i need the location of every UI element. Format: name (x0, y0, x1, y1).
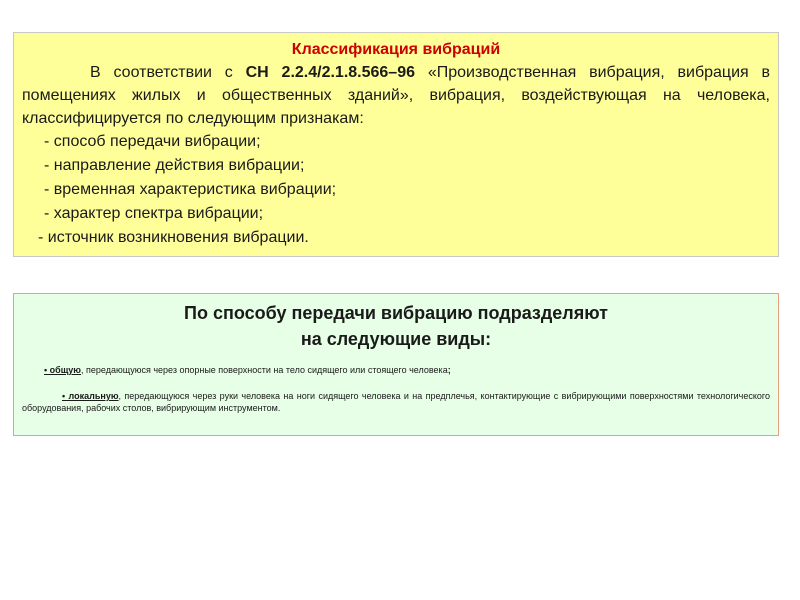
classification-intro (22, 61, 770, 130)
intro-before: В соответствии с (90, 64, 246, 81)
intro-after: «Производственная вибрация, вибрация в помещениях жилых и общественных зданий», вибрация, воздействующая на человека, классифицируется по следующим признакам: (22, 64, 771, 127)
criteria-item-spectrum: - характер спектра вибрации; (44, 205, 264, 222)
general-term: • общую (44, 365, 81, 375)
transmission-heading-line1: По способу передачи вибрацию подразделяют (184, 303, 608, 323)
classification-title: Классификация вибраций (291, 41, 501, 58)
criteria-item-transmission: - способ передачи вибрации; (44, 133, 261, 150)
transmission-heading-line2: на следующие виды: (300, 329, 492, 349)
general-vibration-text (22, 364, 770, 376)
local-term: • локальную (62, 391, 119, 401)
criteria-item-time: - временная характеристика вибрации; (44, 181, 337, 198)
local-desc: , передающуюся через руки человека на ноги сидящего человека и на предплечья, контактирующие с вибрирующими поверхностями технологического оборудования, рабочих столов, вибрирующим инструментом. (22, 391, 770, 413)
criteria-list (22, 130, 770, 250)
classification-box (13, 32, 779, 257)
intro-standard: СН 2.2.4/2.1.8.566–96 (245, 64, 416, 81)
criteria-item-direction: - направление действия вибрации; (44, 157, 305, 174)
transmission-box (13, 293, 779, 436)
general-end: ; (447, 365, 451, 375)
local-vibration-text (22, 390, 770, 414)
criteria-item-source: - источник возникновения вибрации. (38, 229, 309, 246)
general-desc: , передающуюся через опорные поверхности на тело сидящего или стоящего человека (81, 365, 448, 375)
